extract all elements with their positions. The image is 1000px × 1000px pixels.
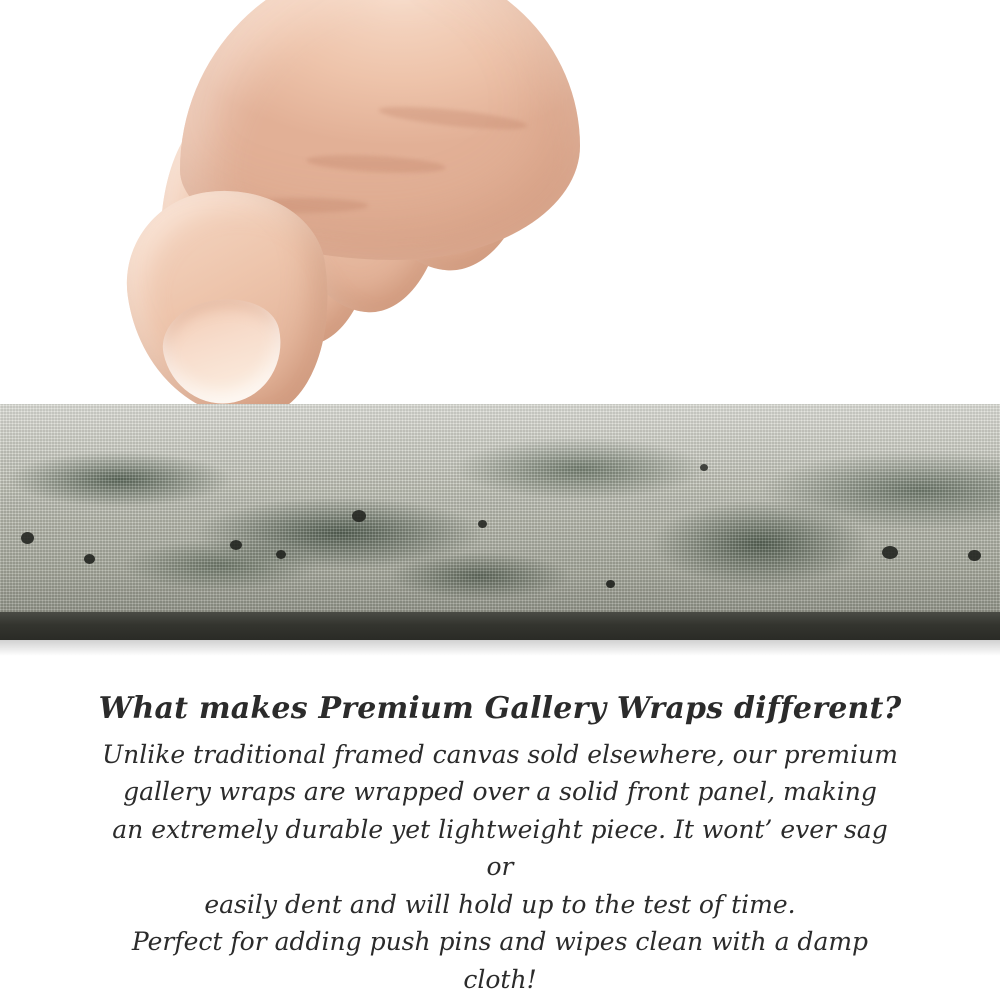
canvas-edge-icon bbox=[0, 404, 1000, 619]
canvas-sheen bbox=[0, 404, 1000, 619]
caption-line: Unlike traditional framed canvas sold elsewhere, our premium bbox=[102, 739, 898, 769]
canvas-drop-shadow bbox=[0, 640, 1000, 656]
hand-fist-icon bbox=[120, 0, 590, 430]
caption-line: gallery wraps are wrapped over a solid front panel, making bbox=[123, 777, 877, 806]
canvas-depth-edge bbox=[0, 612, 1000, 640]
caption-line: easily dent and will hold up to the test of time. bbox=[204, 889, 796, 919]
caption-line: Perfect for adding push pins and wipes clean with a damp cloth! bbox=[131, 927, 869, 994]
thumbnail bbox=[155, 288, 292, 414]
caption-block bbox=[0, 690, 1000, 998]
caption-title: What makes Premium Gallery Wraps different? bbox=[98, 691, 902, 726]
caption-body bbox=[100, 736, 900, 999]
caption-line: an extremely durable yet lightweight piece. It wont’ ever sag or bbox=[112, 814, 888, 881]
